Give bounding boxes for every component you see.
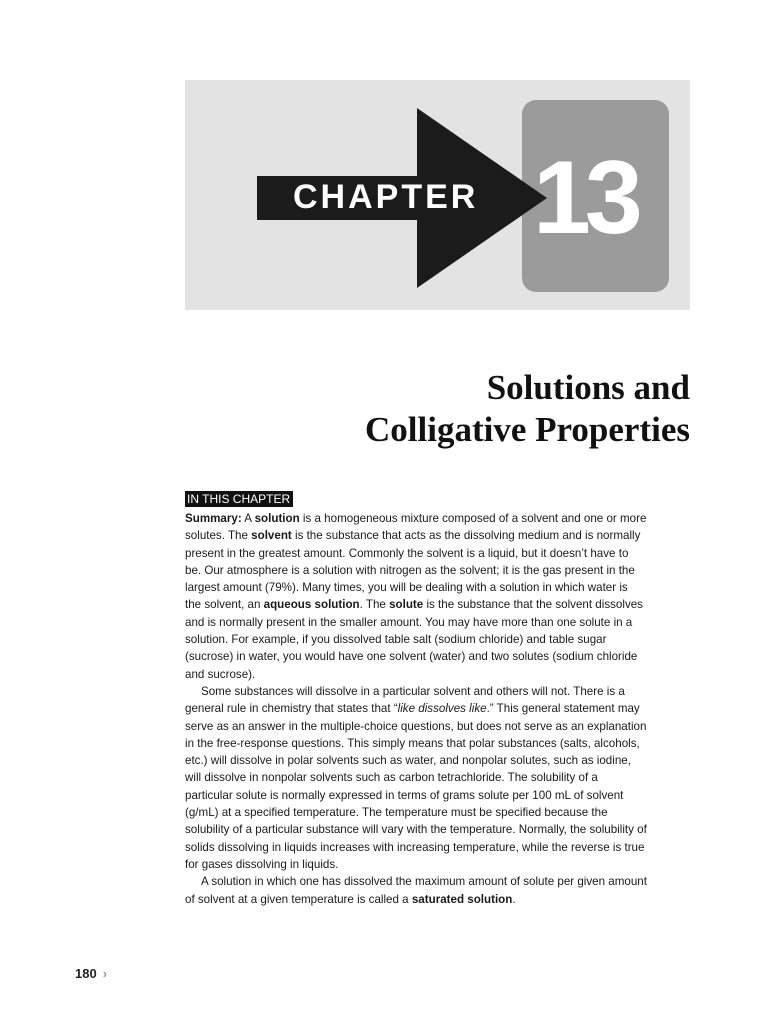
- page-number: 180: [75, 966, 97, 981]
- text-run: .: [512, 892, 516, 906]
- bold-term: solution: [254, 512, 300, 525]
- text-run: is a homogeneous mixture composed of a solvent and one or more solutes. The: [185, 512, 647, 543]
- text-run: .” This general statement may serve as an answer in the multiple-choice questions, but does not serve as an explanation in the free-response questions. This simply means that polar substances (salts, alcohols, etc.) will dissolve in polar solvents such as water, and nonpolar solutes, such as iodine, will dissolve in nonpolar solvents such as carbon tetrachloride. The solubility of a particular solute is normally expressed in terms of grams solute per 100 mL of solvent (g/mL) at a specified temperature. The temperature must be specified because the solubility of a particular substance will vary with the temperature. Normally, the solubility of solids dissolving in liquids increases with increasing temperature, while the reverse is true for gases dissolving in liquids.: [185, 702, 647, 871]
- paragraph-2: [185, 683, 647, 873]
- title-line-1: Solutions and: [486, 368, 690, 407]
- text-run: A solution in which one has dissolved the maximum amount of solute per given amount of solvent at a given temperature is called a: [185, 875, 647, 906]
- bold-term: solute: [389, 598, 424, 612]
- italic-phrase: like dissolves like: [397, 702, 487, 716]
- chapter-number: 13: [533, 140, 637, 256]
- text-run: is the substance that the solvent dissolves and is normally present in the smaller amount. You may have more than one solute in a solution. For example, if you dissolved table salt (sodium chloride) and table sugar (sucrose) in water, you would have one solvent (water) and two solutes (sodium chloride and sucrose).: [185, 598, 643, 681]
- paragraph-1: [185, 510, 647, 683]
- page-title: [365, 367, 690, 451]
- bold-term: aqueous solution: [263, 598, 360, 612]
- chapter-label: CHAPTER: [293, 178, 479, 216]
- section-label: IN THIS CHAPTER: [185, 491, 293, 507]
- text-run: . The: [359, 598, 390, 612]
- page-footer: [75, 966, 107, 981]
- chevron-right-icon: ›: [102, 966, 108, 981]
- title-line-2: Colligative Properties: [365, 410, 690, 449]
- text-run: is the substance that acts as the dissolving medium and is normally present in the greatest amount. Commonly the solvent is a liquid, but it doesn’t have to be. Our atmosphere is a solution with nitrogen as the solvent; it is the gas present in the largest amount (79%). Many times, you will be dealing with a solution in which water is the solvent, an: [185, 529, 641, 612]
- text-run: Some substances will dissolve in a particular solvent and others will not. There is a general rule in chemistry that states that “: [185, 684, 625, 716]
- bold-term: Summary:: [185, 512, 242, 525]
- body-text: [185, 510, 647, 908]
- bold-term: solvent: [251, 529, 292, 543]
- chapter-banner: [185, 80, 690, 310]
- text-run: A: [241, 512, 255, 525]
- paragraph-3: [185, 873, 647, 908]
- bold-term: saturated solution: [411, 892, 513, 906]
